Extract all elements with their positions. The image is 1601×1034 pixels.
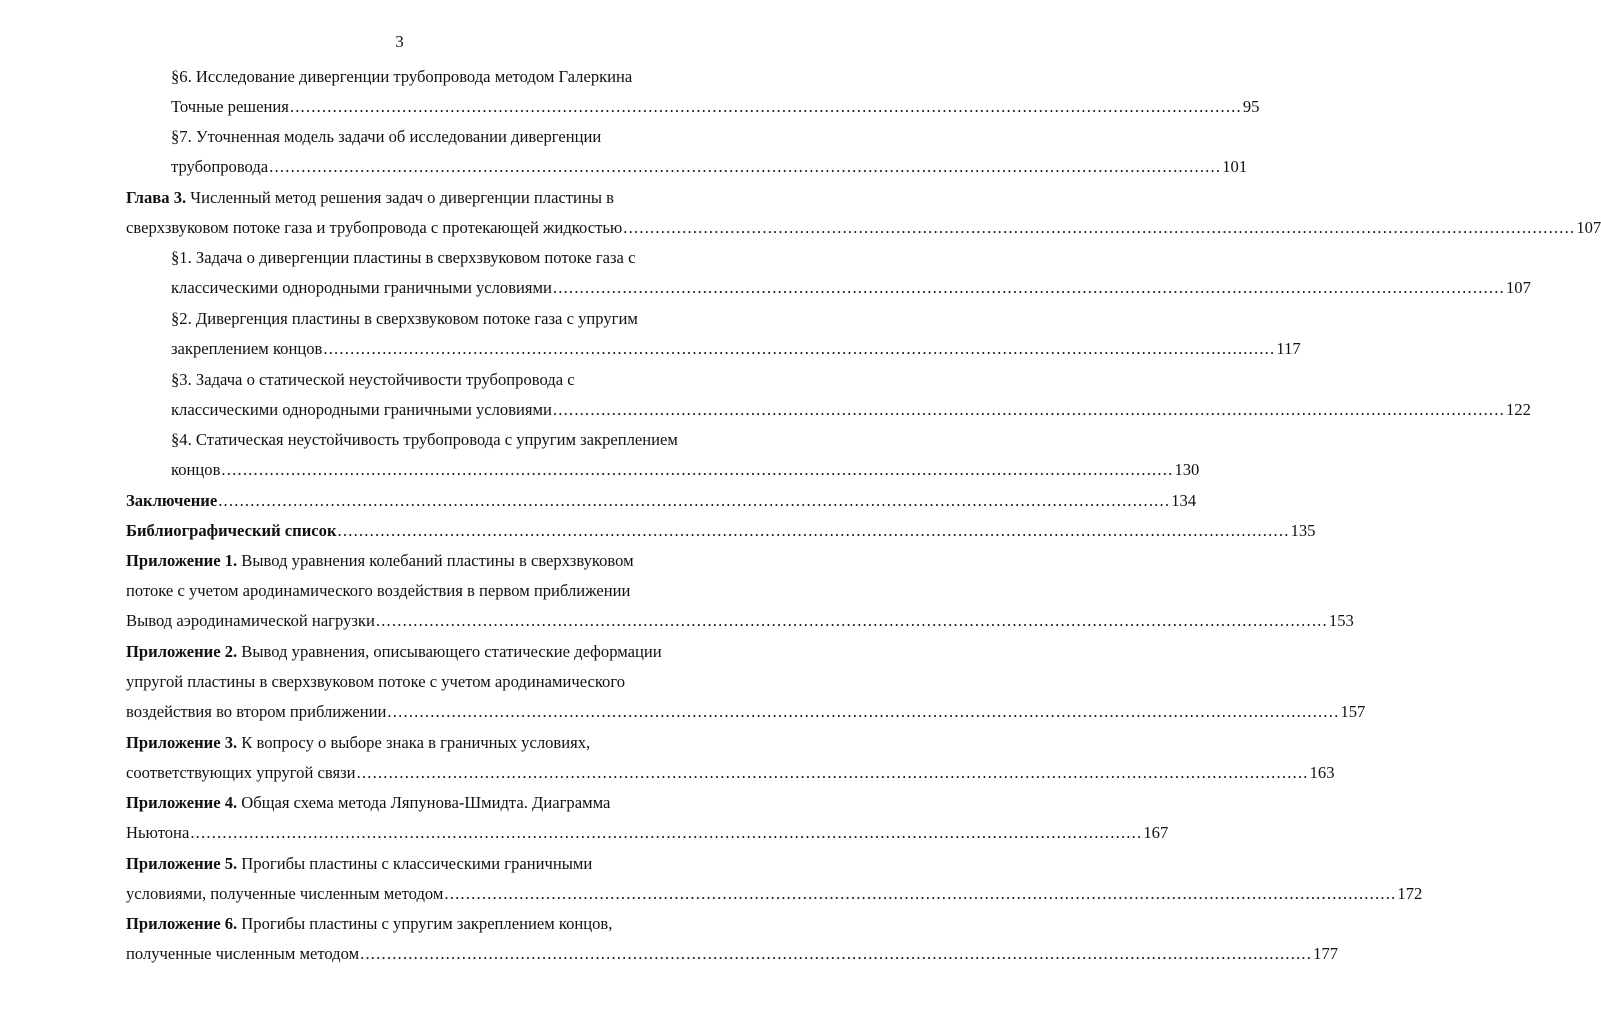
toc-a3-text1: К вопросу о выборе знака в граничных условиях, xyxy=(237,733,591,752)
toc-c3-text2: классическими однородными граничными условиями xyxy=(171,400,552,419)
toc-s6-text2: Точные решения xyxy=(171,97,289,116)
dot-leader: .................................................................................................................................................................................. xyxy=(337,521,1290,540)
toc-c1-text1: §1. Задача о дивергенции пластины в сверхзвуковом потоке газа с xyxy=(171,248,636,267)
toc-s7-line2 xyxy=(171,152,1248,182)
toc-s6-page: 95 xyxy=(1242,97,1260,116)
toc-a2-text1: Вывод уравнения, описывающего статические деформации xyxy=(237,642,662,661)
dot-leader: .................................................................................................................................................................................. xyxy=(552,278,1505,297)
toc-a1-line2 xyxy=(126,576,718,606)
toc-c3-page: 122 xyxy=(1505,400,1531,419)
toc-c1-line1 xyxy=(171,243,718,273)
toc-a1-label: Приложение 1. xyxy=(126,551,238,570)
toc-a4-label: Приложение 4. xyxy=(126,793,238,812)
toc-a5-label: Приложение 5. xyxy=(126,854,238,873)
toc-c1-text2: классическими однородными граничными условиями xyxy=(171,278,552,297)
toc-a4-page: 167 xyxy=(1143,823,1169,842)
toc-a4-text1: Общая схема метода Ляпунова-Шмидта. Диаграмма xyxy=(237,793,611,812)
toc-a2-page: 157 xyxy=(1340,702,1366,721)
toc-s7-text1: §7. Уточненная модель задачи об исследовании дивергенции xyxy=(171,127,602,146)
toc-a1-text1: Вывод уравнения колебаний пластины в сверхзвуковом xyxy=(237,551,634,570)
toc-s6-line1 xyxy=(171,62,718,92)
toc-bibliography-page: 135 xyxy=(1290,521,1316,540)
toc-a6-page: 177 xyxy=(1313,944,1339,963)
toc-a3-line1 xyxy=(126,728,718,758)
toc-a2-text3: воздействия во втором приближении xyxy=(126,702,387,721)
toc-a5-line2 xyxy=(126,879,1423,909)
toc-conclusion xyxy=(126,486,1197,516)
toc-ch3-label: Глава 3. xyxy=(126,188,187,207)
toc-c4-line2 xyxy=(171,455,1200,485)
toc-a4-line1 xyxy=(126,788,718,818)
dot-leader: .................................................................................................................................................................................. xyxy=(289,97,1242,116)
toc-a2-line3 xyxy=(126,697,1366,727)
toc-a3-line2 xyxy=(126,758,1335,788)
toc-a2-line1 xyxy=(126,637,718,667)
dot-leader: .................................................................................................................................................................................. xyxy=(221,460,1174,479)
toc-a6-text1: Прогибы пластины с упругим закреплением концов, xyxy=(237,914,613,933)
toc-a6-line2 xyxy=(126,939,1339,969)
toc-c1-page: 107 xyxy=(1505,278,1531,297)
toc-s7-text2: трубопровода xyxy=(171,157,269,176)
toc-ch3-line2 xyxy=(126,213,1601,243)
toc-ch3-line1 xyxy=(126,183,718,213)
toc-a3-page: 163 xyxy=(1309,763,1335,782)
toc-c4-line1 xyxy=(171,425,718,455)
dot-leader: .................................................................................................................................................................................. xyxy=(360,944,1313,963)
toc-ch3-page: 107 xyxy=(1576,218,1601,237)
toc-a6-label: Приложение 6. xyxy=(126,914,238,933)
toc-a1-text2: потоке с учетом ародинамического воздействия в первом приближении xyxy=(126,581,631,600)
toc-a5-page: 172 xyxy=(1397,884,1423,903)
toc-a1-page: 153 xyxy=(1328,611,1354,630)
toc-s6-text1: §6. Исследование дивергенции трубопровода методом Галеркина xyxy=(171,67,633,86)
toc-a1-text3: Вывод аэродинамической нагрузки xyxy=(126,611,375,630)
toc-c3-text1: §3. Задача о статической неустойчивости трубопровода с xyxy=(171,370,575,389)
toc-s6-line2 xyxy=(171,92,1260,122)
dot-leader: .................................................................................................................................................................................. xyxy=(387,702,1340,721)
toc-c3-line2 xyxy=(171,395,1531,425)
toc-c2-text1: §2. Дивергенция пластины в сверхзвуковом потоке газа с упругим xyxy=(171,309,638,328)
toc-c2-line1 xyxy=(171,304,718,334)
toc-s7-line1 xyxy=(171,122,718,152)
toc-c3-line1 xyxy=(171,365,718,395)
toc-a4-line2 xyxy=(126,818,1169,848)
toc-ch3-text1: Численный метод решения задач о дивергенции пластины в xyxy=(186,188,614,207)
toc-c2-text2: закреплением концов xyxy=(171,339,323,358)
toc-conclusion-label: Заключение xyxy=(126,491,218,510)
page-number: 3 xyxy=(395,32,404,51)
dot-leader: .................................................................................................................................................................................. xyxy=(623,218,1576,237)
toc-c2-line2 xyxy=(171,334,1301,364)
toc-a1-line1 xyxy=(126,546,718,576)
toc-s7-page: 101 xyxy=(1222,157,1248,176)
dot-leader: .................................................................................................................................................................................. xyxy=(190,823,1143,842)
toc-a5-text1: Прогибы пластины с классическими граничными xyxy=(237,854,593,873)
toc-bibliography-label: Библиографический список xyxy=(126,521,337,540)
toc-a5-text2: условиями, полученные численным методом xyxy=(126,884,444,903)
toc-a3-text2: соответствующих упругой связи xyxy=(126,763,356,782)
toc-a2-label: Приложение 2. xyxy=(126,642,238,661)
toc-a4-text2: Ньютона xyxy=(126,823,190,842)
toc-bibliography xyxy=(126,516,1316,546)
dot-leader: .................................................................................................................................................................................. xyxy=(552,400,1505,419)
toc-c4-text1: §4. Статическая неустойчивость трубопровода с упругим закреплением xyxy=(171,430,678,449)
dot-leader: .................................................................................................................................................................................. xyxy=(356,763,1309,782)
toc-c4-page: 130 xyxy=(1174,460,1200,479)
dot-leader: .................................................................................................................................................................................. xyxy=(269,157,1222,176)
dot-leader: .................................................................................................................................................................................. xyxy=(444,884,1397,903)
toc-c1-line2 xyxy=(171,273,1531,303)
toc-a2-text2: упругой пластины в сверхзвуковом потоке с учетом ародинамического xyxy=(126,672,626,691)
toc-a3-label: Приложение 3. xyxy=(126,733,238,752)
toc-c2-page: 117 xyxy=(1276,339,1301,358)
toc-a2-line2 xyxy=(126,667,718,697)
toc-c4-text2: концов xyxy=(171,460,221,479)
toc-conclusion-page: 134 xyxy=(1171,491,1197,510)
dot-leader: .................................................................................................................................................................................. xyxy=(323,339,1276,358)
dot-leader: .................................................................................................................................................................................. xyxy=(375,611,1328,630)
dot-leader: .................................................................................................................................................................................. xyxy=(218,491,1171,510)
toc-a5-line1 xyxy=(126,849,718,879)
toc-a6-line1 xyxy=(126,909,718,939)
toc-a6-text2: полученные численным методом xyxy=(126,944,360,963)
toc-ch3-text2: сверхзвуковом потоке газа и трубопровода с протекающей жидкостью xyxy=(126,218,623,237)
toc-a1-line3 xyxy=(126,606,1354,636)
